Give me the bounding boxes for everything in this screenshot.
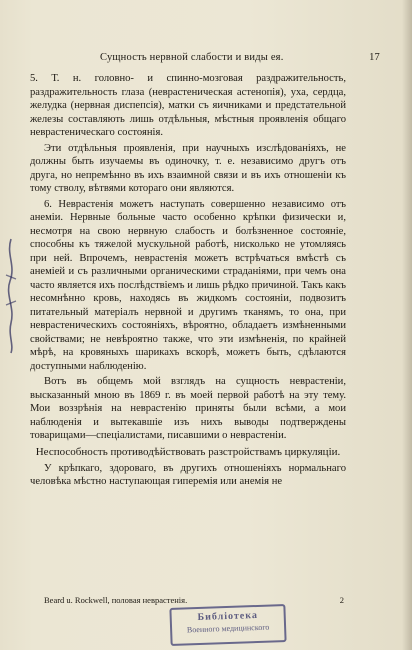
margin-annotation (2, 235, 20, 355)
page-edge-shadow (402, 0, 412, 650)
paragraph: 6. Неврастенія можетъ наступать совершенно независимо отъ анеміи. Нервные больные часто особенно крѣпки физически и, несмотря на свою нервную слабость и болѣзненное состояніе, способны къ тяжелой мускульной работѣ, нисколько не утомляясь при ней. Впрочемъ, неврастенія можетъ встрѣчаться вмѣстѣ съ анеміей и съ различными органическими страданіями, при чемъ она часто является ихъ послѣдствіемъ и лишь рѣдко причиной. Такъ какъ несомнѣнно кровь, находясь въ жидкомъ состояніи, подвозитъ питательный матеріалъ нервной и другимъ тканямъ, то она, при неврастеническихъ состояніяхъ, вѣроятно, обладаетъ измѣненными свойствами; не невѣроятно также, что эти измѣненія, по крайней мѣрѣ, на кровяныхъ шарикахъ вскорѣ, можетъ быть, сдѣлаются доступными наблюденію. (30, 198, 346, 372)
signature-mark: 2 (339, 595, 344, 605)
paragraph: 5. Т. н. головно- и спинно-мозговая раздражительность, раздражительность глаза (неврастеническая астенопія), уха, сердца, желудка (нервная диспепсія), матки съ яичниками и предстательной железы составляють лишь отдѣльныя, мѣстныя проявленія общаго неврастеническаго состоянія. (30, 73, 346, 138)
paragraph: У крѣпкаго, здороваго, въ другихъ отношеніяхъ нормальнаго человѣка мѣстно наступающая гиперемія или анемія не (30, 462, 346, 487)
page-footer (44, 595, 344, 605)
body-text (30, 72, 346, 491)
stamp-line-1: Библіотека (197, 609, 259, 624)
stamp-line-2: Военного медицинского (186, 622, 270, 635)
running-title: Сущность нервной слабости и виды ея. (100, 52, 284, 63)
section-subheading: Неспособность противодѣйствовать разстройствамъ циркуляціи. (35, 445, 341, 458)
paragraph: Эти отдѣльныя проявленія, при научныхъ изслѣдованіяхъ, не должны быть изучаемы въ одиночку, т. е. независимо другъ отъ друга, но непремѣнно въ ихъ взаимной связи и въ ихъ отношеніи къ тому стволу, вѣтвями котораго они являются. (30, 142, 346, 194)
page-number: 17 (369, 52, 380, 63)
footer-source: Beard u. Rockwell, половая неврастенія. (44, 595, 188, 605)
paragraph: Вотъ въ общемъ мой взглядъ на сущность неврастеніи, высказанный мною въ 1869 г. въ моей первой работѣ на эту тему. Мои воззрѣнія на неврастенію приняты были всѣми, а мои наблюденія и вытекавшіе изъ нихъ выводы подтверждены товарищами—спеціалистами, писавшими о неврастеніи. (30, 376, 346, 441)
library-stamp (169, 604, 286, 646)
